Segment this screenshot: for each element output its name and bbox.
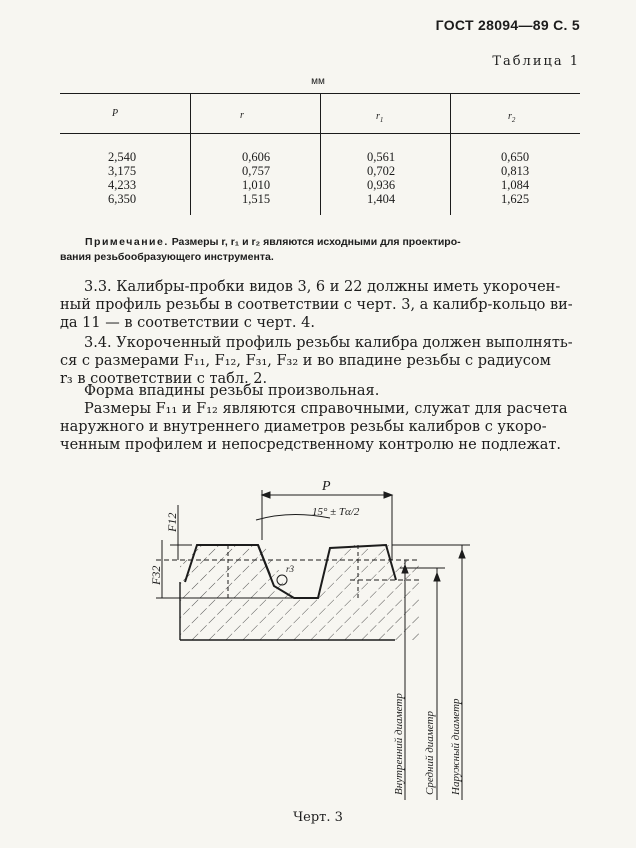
column-header-r1: $r_1$ — [376, 111, 384, 124]
text-line: 3.4. Укороченный профиль резьбы калибра должен выполнять- — [84, 335, 573, 351]
text-line: Форма впадины резьбы произвольная. — [84, 383, 380, 399]
figure-label-outer-diameter: Наружный диаметр — [450, 698, 462, 795]
note-label: Примечание. — [85, 236, 169, 248]
table-cell: 1,625 — [500, 192, 530, 206]
hatched-material — [180, 545, 420, 640]
text-line: да 11 — в соответствии с черт. 4. — [60, 315, 315, 331]
figure-label-inner-diameter: Внутренний диаметр — [393, 693, 405, 795]
text-line: r₃ в соответствии с табл. 2. — [60, 371, 268, 387]
table-cell: 1,515 — [241, 192, 271, 206]
text-line: ный профиль резьбы в соответствии с черт. 3, а калибр-кольцо ви- — [60, 297, 573, 313]
text-line: наружного и внутреннего диаметров резьбы калибров с укоро- — [60, 419, 547, 435]
column-header-r: r — [240, 110, 244, 121]
figure-label-angle: 15° ± Tα/2 — [312, 506, 360, 518]
table-cell: 1,084 — [500, 178, 530, 192]
table-cell: 0,702 — [366, 164, 396, 178]
figure-label-f32: F32 — [149, 565, 163, 585]
figure-label-f12: F12 — [165, 512, 179, 532]
table-units: мм — [311, 76, 325, 87]
table-cell: 0,936 — [366, 178, 396, 192]
column-header-p: P — [112, 108, 119, 119]
table-cell: 0,813 — [500, 164, 530, 178]
figure-label-pitch: P — [322, 479, 331, 494]
table-cell: 0,561 — [366, 150, 396, 164]
text-line: Размеры F₁₁ и F₁₂ являются справочными, служат для расчета — [84, 401, 568, 417]
figure-caption: Черт. 3 — [293, 810, 343, 825]
table-cell: 1,404 — [366, 192, 396, 206]
table-cell: 6,350 — [107, 192, 137, 206]
table-label: Таблица 1 — [492, 54, 580, 69]
table-cell: 1,010 — [241, 178, 271, 192]
figure-label-middle-diameter: Средний диаметр — [424, 711, 436, 795]
text-line: 3.3. Калибры-пробки видов 3, 6 и 22 должны иметь укорочен- — [84, 279, 561, 295]
text-line: ченным профилем и непосредственному контролю не подлежат. — [60, 437, 562, 453]
table-cell: 3,175 — [107, 164, 137, 178]
table-cell: 2,540 — [107, 150, 137, 164]
dimension-lines — [156, 490, 470, 800]
table-cell: 0,650 — [500, 150, 530, 164]
note-text-cont: вания резьбообразующего инструмента. — [60, 251, 274, 263]
table-cell: 0,606 — [241, 150, 271, 164]
document-reference: ГОСТ 28094—89 С. 5 — [435, 17, 580, 33]
column-header-r2: $r_2$ — [508, 111, 516, 124]
figure-label-r3: r3 — [286, 564, 295, 574]
table-cell: 4,233 — [107, 178, 137, 192]
table-cell: 0,757 — [241, 164, 271, 178]
note-text: Размеры r, r₁ и r₂ являются исходными для проектиро- — [171, 236, 461, 248]
text-line: ся с размерами F₁₁, F₁₂, F₃₁, F₃₂ и во впадине резьбы с радиусом — [60, 353, 551, 369]
